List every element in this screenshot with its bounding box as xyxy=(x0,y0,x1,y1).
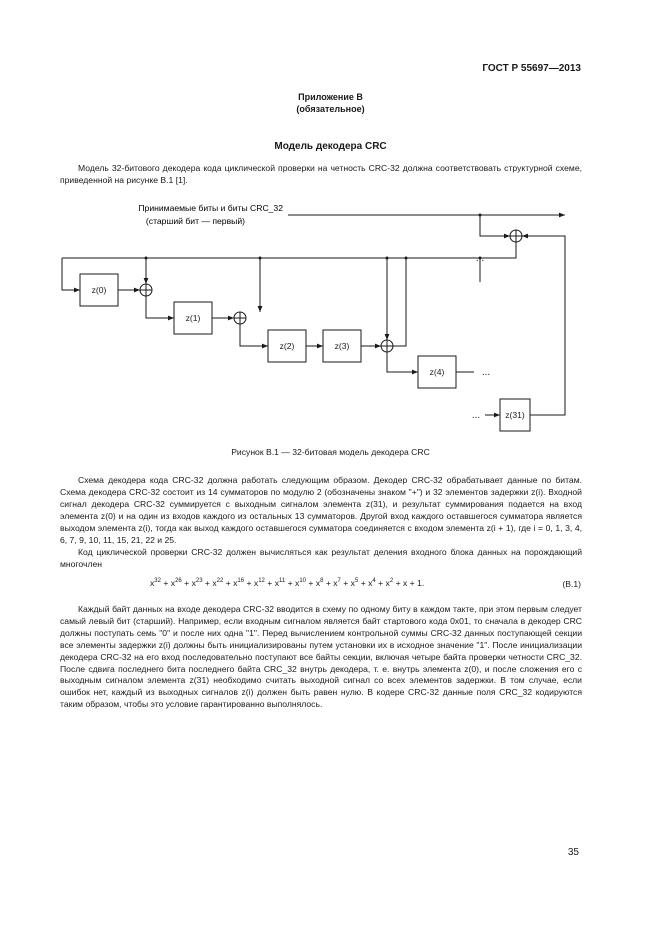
adder-feedback xyxy=(510,230,522,242)
adder-3 xyxy=(381,340,393,352)
formula-term: $x^4$ xyxy=(368,578,376,588)
adder-1 xyxy=(140,284,152,296)
formula-term: $x^{26}$ xyxy=(170,578,182,588)
equation-number: (В.1) xyxy=(562,579,581,589)
label-z0: z(0) xyxy=(91,285,107,295)
paragraph-3: Каждый байт данных на входе декодера CRC-32 вводится в схему по одному биту в каждом такте, при этом первым следует самый левый бит (старший). Например, если входным сигналом является байт стартового кода 0x01, то сначала в декодер CRC должны поступать семь "0" и после них одна "1". Перед вычислением контрольной суммы CRC-32 данных поступающей секции все элементы задержки z(i) должны быть инициализированы путем установки их в исходное значение "1". После инициализации декодера CRC-32 на его вход последовательно поступают все байты секции, включая четыре байта проверки четности CRC_32. После сдвига последнего бита последнего байта CRC_32 внутрь декодера, т. е. внутрь элемента z(0), и после сложения его с выходным сигналом элемента z(31) необходимо считать выходной сигнал со всех элементов задержки. В том случае, если ошибок нет, каждый из выходных сигналов z(i) должен быть равен нулю. В кодере CRC-32 данные поля CRC_32 кодируются таким образом, чтобы это условие гарантированно выполнялось. xyxy=(60,604,582,710)
adder-2 xyxy=(234,312,246,324)
page-number: 35 xyxy=(567,847,579,858)
figure-caption: Рисунок В.1 — 32-битовая модель декодера CRC xyxy=(231,447,430,457)
section-title: Модель декодера CRC xyxy=(274,141,387,152)
annex-status: (обязательное) xyxy=(296,104,365,114)
formula-term: $x^{11}$ xyxy=(274,578,286,588)
feedback-bus xyxy=(62,242,516,258)
formula-term: x xyxy=(402,578,408,588)
tap-adder-3-side xyxy=(393,258,406,346)
label-z1: z(1) xyxy=(185,313,201,323)
intro-paragraph: Модель 32-битового декодера кода циклической проверки на четность CRC-32 должна соответствовать структурной схеме, приведенной на рисунке В.1 [1]. xyxy=(60,163,582,185)
chain-ellipsis-1: ... xyxy=(481,367,491,378)
formula-term: $x^7$ xyxy=(333,578,341,588)
formula-term: $x^{23}$ xyxy=(191,578,203,588)
input-tap-line xyxy=(480,215,510,236)
formula-term: $x^{16}$ xyxy=(233,578,245,588)
paragraph-2: Код циклической проверки CRC-32 должен вычисляться как результат деления входного блока данных на порождающий многочлен xyxy=(60,547,582,569)
formula-term: $x^2$ xyxy=(385,578,394,588)
annex-title: Приложение В xyxy=(298,92,363,102)
label-z3: z(3) xyxy=(334,341,350,351)
input-label-2: (старший бит — первый) xyxy=(145,216,245,226)
formula-term: $x^{10}$ xyxy=(295,578,306,588)
formula-term: $x^5$ xyxy=(350,578,359,588)
chain-ellipsis-2: ... xyxy=(471,410,481,421)
label-z31: z(31) xyxy=(505,410,525,420)
standard-number: ГОСТ Р 55697—2013 xyxy=(482,63,581,74)
label-z4: z(4) xyxy=(429,367,445,377)
z0-input-line xyxy=(62,258,80,290)
formula-term: 1 xyxy=(417,578,422,588)
z31-feedback-line xyxy=(522,236,565,415)
bus-ellipsis: ... xyxy=(475,253,485,264)
formula-term: $x^{22}$ xyxy=(212,578,224,588)
formula-term: $x^8$ xyxy=(315,578,324,588)
input-label-1: Принимаемые биты и биты CRC_32 xyxy=(138,203,283,213)
formula-term: $x^{12}$ xyxy=(253,578,265,588)
formula-term: $x^{32}$ xyxy=(150,578,161,588)
paragraph-1: Схема декодера кода CRC-32 должна работать следующим образом. Декодер CRC-32 обрабатывает данные по битам. Схема декодера CRC-32 состоит из 14 сумматоров по модулю 2 (обозначены знаком "+") и 32 элементов задержки z(i). Входной сигнал декодера CRC-32 суммируется с выходным сигналом элемента z(31), и результат суммирования подается на вход элемента z(0) и на один из входов каждого из остальных 13 сумматоров. Другой вход каждого оставшегося сумматора является выходом элемента z(i), тогда как выход каждого оставшегося сумматора соединяется с входом элемента z(i + 1), где i = 0, 1, 3, 4, 6, 7, 9, 10, 11, 15, 21, 22 и 25. xyxy=(60,475,582,545)
generator-polynomial: $x^{32} + x^{26} + x^{23} + x^{22} + x^{16} + x^{12} + x^{11} + x^{10} + x^8 + x^7 + x^5 + x^4 + x^2 + x + 1$. xyxy=(150,578,425,588)
label-z2: z(2) xyxy=(279,341,295,351)
